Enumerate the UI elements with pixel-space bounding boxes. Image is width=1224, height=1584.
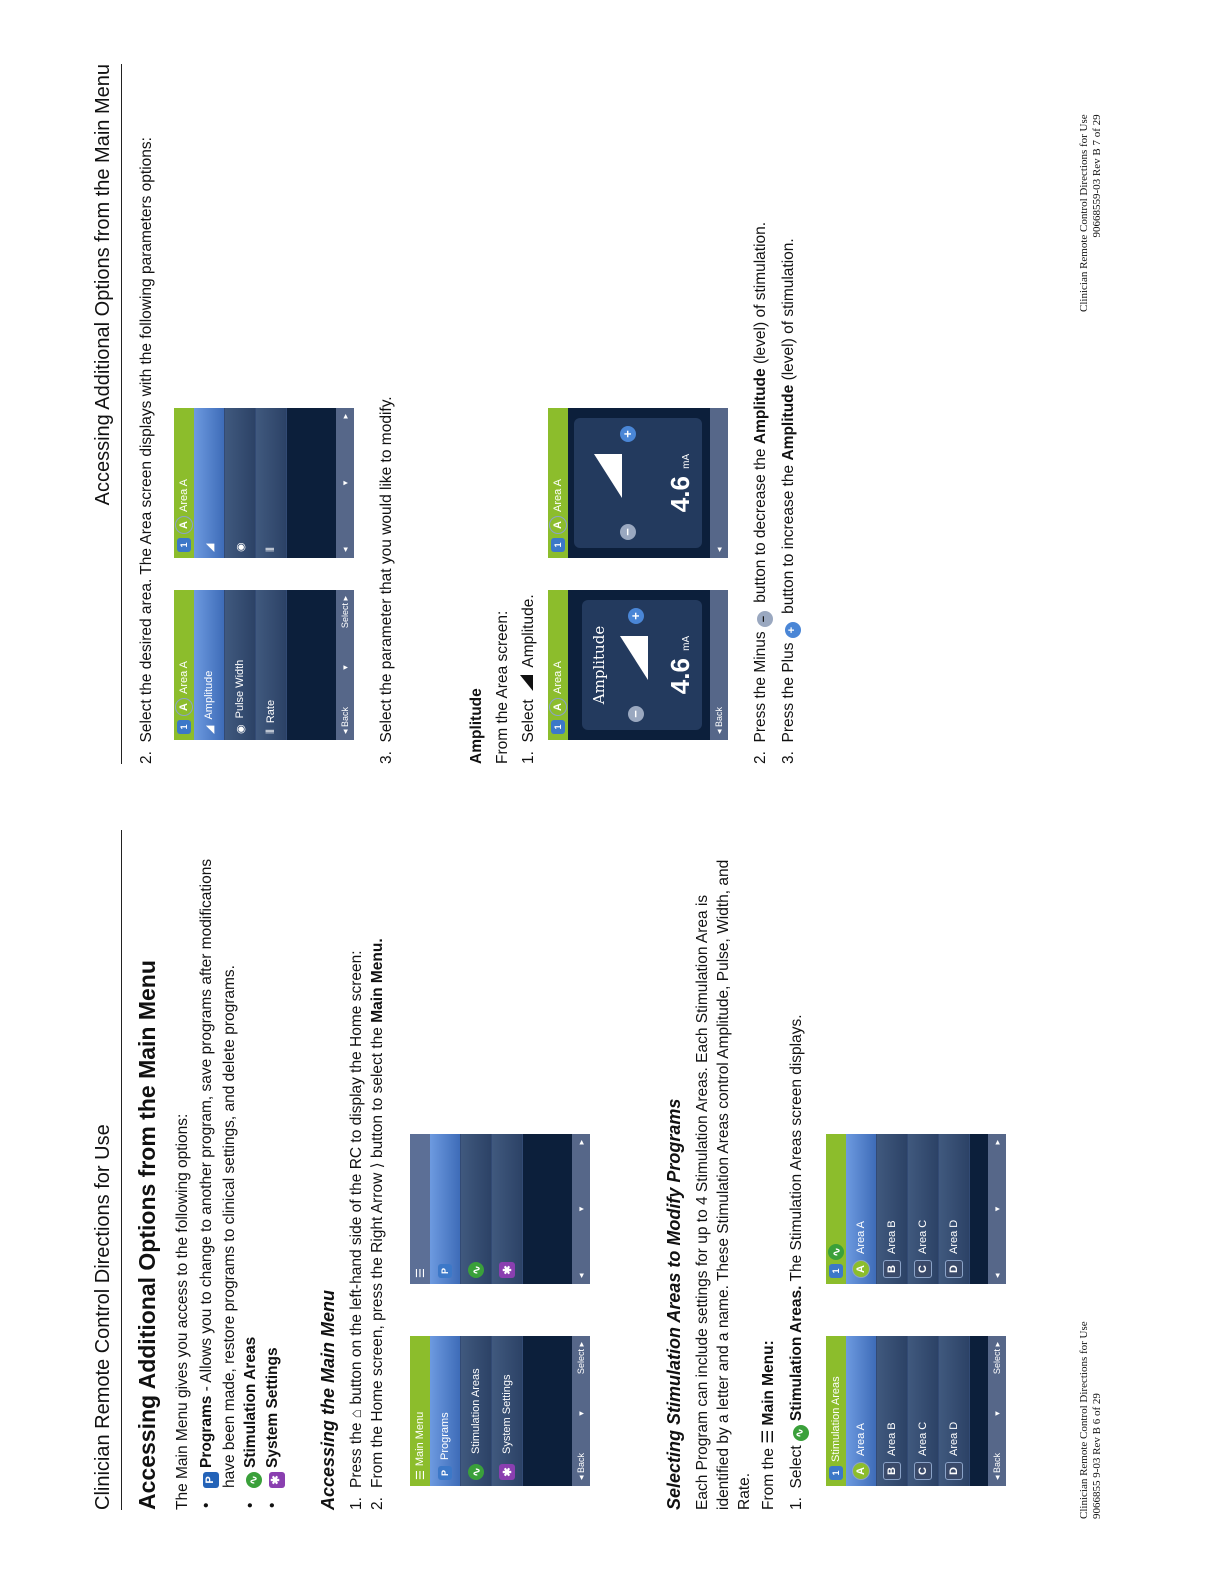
screen-title: 1 ∿	[826, 1134, 846, 1284]
amplitude-home-screenshot	[548, 408, 728, 558]
screen-title: 1 A Area A	[174, 590, 194, 740]
step-item: 3. Select the parameter that you would like to modify.	[378, 396, 395, 764]
screen-nav-bar: ◂ ▾ ▸	[572, 1134, 590, 1284]
page-6	[0, 792, 1224, 1584]
area-a-screenshot	[174, 590, 354, 740]
home-row	[430, 1134, 461, 1284]
amplitude-icon: ◢	[203, 725, 216, 734]
stimulation-areas-icon: ∿	[828, 1244, 844, 1260]
amplitude-value: 4.6 mA	[665, 635, 695, 695]
menu-item-system-settings: ✱ System Settings	[492, 1336, 523, 1486]
menu-item-stimulation-areas: ∿ Stimulation Areas	[461, 1336, 492, 1486]
screen-nav-bar: ◂ Back ▾ Select ▸	[988, 1336, 1006, 1486]
step-item: 1. Select ∿Stimulation Areas. The Stimulation Areas screen displays.	[786, 840, 809, 1510]
list-item: • PPrograms - Allows you to change to another program, save programs after modifications have been made, restore programs to clinical settings, and delete programs.	[196, 850, 240, 1510]
minus-icon: −	[628, 706, 644, 722]
plus-icon: +	[620, 426, 636, 442]
screen-title: 1 A Area A	[174, 408, 194, 558]
main-menu-screenshot	[410, 1336, 590, 1486]
area-row: D Area D	[939, 1336, 970, 1486]
screen-title: 1 Stimulation Areas	[826, 1336, 846, 1486]
minus-icon: −	[620, 524, 636, 540]
home-screen-screenshot	[410, 1134, 590, 1284]
screen-title: 1 A Area A	[548, 590, 568, 740]
amplitude-level-icon	[594, 454, 622, 498]
plus-icon: +	[628, 608, 644, 624]
area-a-home-screenshot	[174, 408, 354, 558]
stimulation-areas-icon: ∿	[246, 1472, 262, 1488]
page-footer: Clinician Remote Control Directions for Use 90668559-03 Rev B 7 of 29	[1078, 114, 1103, 312]
page-footer: Clinician Remote Control Directions for Use 9066855 9-03 Rev B 6 of 29	[1078, 1321, 1103, 1519]
stimulation-areas-home-screenshot	[826, 1134, 1006, 1284]
area-row: A Area A	[846, 1134, 877, 1284]
screen-title: 1 A Area A	[548, 408, 568, 558]
step-item: 3. Press the Plus + button to increase the Amplitude (level) of stimulation.	[778, 64, 801, 764]
amplitude-heading: Amplitude	[468, 688, 485, 764]
list-item: • ∿Stimulation Areas	[240, 850, 263, 1510]
intro-text: The Main Menu gives you access to the following options:	[174, 1113, 191, 1510]
amplitude-value: 4.6 mA	[665, 453, 695, 513]
list-item: • ✱System Settings	[262, 850, 285, 1510]
menu-item-programs: P Programs	[430, 1336, 461, 1486]
step-item: 2. Press the Minus − button to decrease the Amplitude (level) of stimulation.	[750, 64, 773, 764]
programs-icon: P	[438, 1264, 452, 1278]
menu-icon: ☰	[414, 1268, 427, 1278]
screen-nav-bar: ◂	[710, 408, 728, 558]
area-row: D Area D	[939, 1134, 970, 1284]
param-row-rate: ⦀ Rate	[256, 590, 287, 740]
screen-nav-bar: ◂ Back ▾ Select ▸	[572, 1336, 590, 1486]
screen-nav-bar: ◂ Back	[710, 590, 728, 740]
page-title: Accessing Additional Options from the Main Menu	[134, 960, 160, 1510]
stimulation-areas-icon: ∿	[793, 1425, 809, 1441]
steps-list	[346, 840, 388, 1510]
area-row: C Area C	[908, 1134, 939, 1284]
programs-icon: P	[438, 1466, 452, 1480]
system-settings-icon: ✱	[499, 1464, 515, 1480]
area-row: B Area B	[877, 1336, 908, 1486]
area-row: A Area A	[846, 1336, 877, 1486]
options-list	[196, 850, 285, 1510]
from-area-text: From the Area screen:	[494, 610, 511, 764]
running-header: Accessing Additional Options from the Main Menu	[92, 64, 122, 764]
param-row	[256, 408, 287, 558]
screen-title	[410, 1134, 430, 1284]
pulse-width-icon: ◉	[234, 724, 247, 734]
amplitude-icon	[520, 675, 533, 691]
screen-title: ☰ Main Menu	[410, 1336, 430, 1486]
screen-nav-bar: ◂ ▾ ▸	[988, 1134, 1006, 1284]
param-row	[194, 408, 225, 558]
param-row	[225, 408, 256, 558]
menu-icon: ☰	[760, 1425, 777, 1444]
menu-icon: ☰	[414, 1470, 427, 1480]
amplitude-screenshot	[548, 590, 728, 740]
step-item: 2. Select the desired area. The Area screen displays with the following parameters options:	[138, 137, 155, 764]
system-settings-icon: ✱	[269, 1472, 285, 1488]
stimulation-areas-icon: ∿	[468, 1464, 484, 1480]
running-header: Clinician Remote Control Directions for Use	[92, 830, 122, 1510]
amplitude-icon: ◢	[203, 543, 216, 552]
amplitude-level-icon	[620, 636, 648, 680]
step-item: 1. Select Amplitude.	[520, 594, 537, 764]
plus-button-icon: +	[785, 622, 801, 638]
step-item: 1. Press the ⌂ button on the left-hand side of the RC to display the Home screen:	[348, 950, 365, 1510]
param-row-pulse-width: ◉ Pulse Width	[225, 590, 256, 740]
screen-nav-bar: ◂ ▾ ▸	[336, 408, 354, 558]
body-paragraph: Each Program can include settings for up to 4 Stimulation Areas. Each Stimulation Area is identified by a letter and a name. These Stimulation Areas control Amplitude, Pulse, Width, and Rate.	[694, 859, 753, 1510]
section-heading: Accessing the Main Menu	[318, 1289, 338, 1510]
step-item: 2. From the Home screen, press the Right Arrow ⟩ button to select the Main Menu.	[369, 938, 386, 1510]
system-settings-icon: ✱	[499, 1262, 515, 1278]
stimulation-areas-icon: ∿	[468, 1262, 484, 1278]
section-heading: Selecting Stimulation Areas to Modify Programs	[664, 1098, 684, 1510]
area-row: C Area C	[908, 1336, 939, 1486]
rate-icon: ⦀	[264, 547, 277, 552]
minus-button-icon: −	[757, 611, 773, 627]
programs-icon: P	[203, 1472, 219, 1488]
home-row	[492, 1134, 523, 1284]
param-row-amplitude: ◢ Amplitude	[194, 590, 225, 740]
stimulation-areas-screenshot	[826, 1336, 1006, 1486]
pulse-width-icon: ◉	[234, 542, 247, 552]
screen-nav-bar: ◂ Back ▾ Select ▸	[336, 590, 354, 740]
amplitude-panel: Amplitude − + 4.6 mA	[582, 600, 702, 730]
home-row	[461, 1134, 492, 1284]
amplitude-panel	[574, 418, 702, 548]
rate-icon: ⦀	[264, 729, 277, 734]
from-main-menu: From the ☰ Main Menu:	[760, 1340, 777, 1510]
area-row: B Area B	[877, 1134, 908, 1284]
